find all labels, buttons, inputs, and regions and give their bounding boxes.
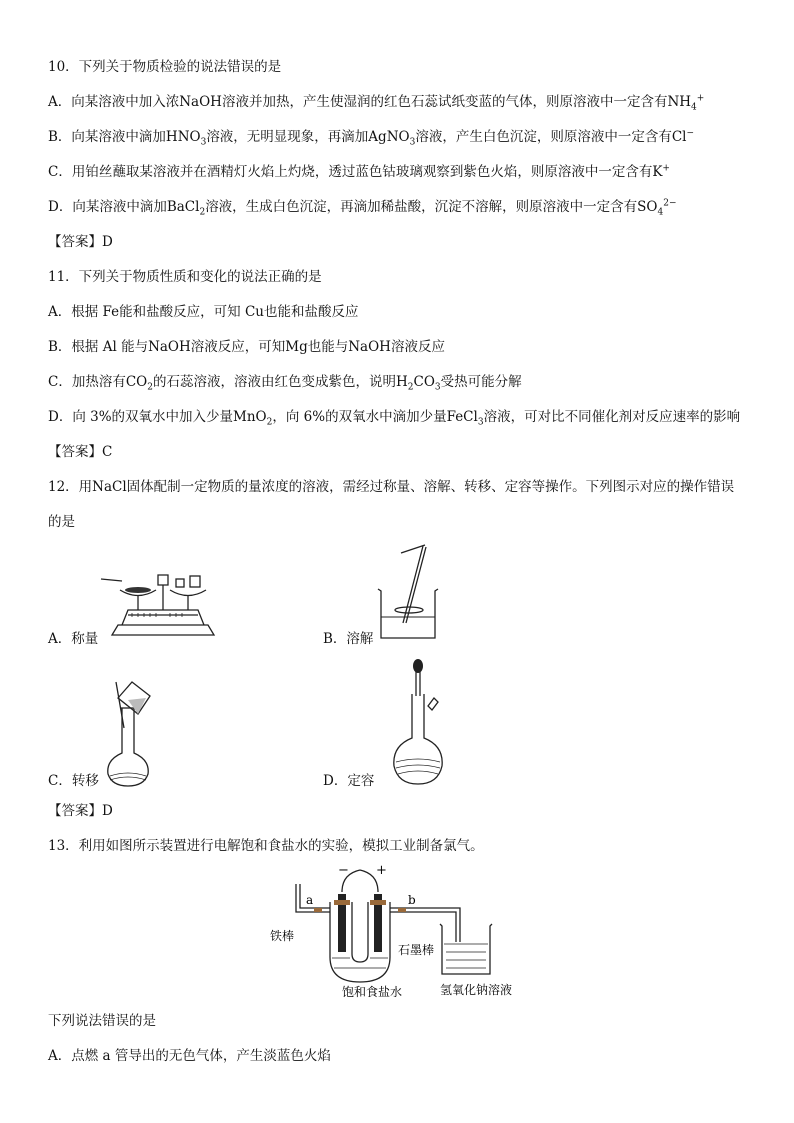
electrolysis-apparatus-figure xyxy=(270,862,540,1002)
q11-answer: 【答案】C xyxy=(48,444,113,460)
q11-stem: 11．下列关于物质性质和变化的说法正确的是 xyxy=(48,269,322,285)
q10-option-c: C．用铂丝蘸取某溶液并在酒精灯火焰上灼烧，透过蓝色钴玻璃观察到紫色火焰，则原溶液中一定含有K+ xyxy=(48,163,670,180)
brine-label: 饱和食盐水 xyxy=(342,985,403,999)
q10-option-b: B．向某溶液中滴加$HNO_3$溶液，无明显现象，再滴加AgNO$_3$溶液，产生白色沉淀，则原溶液中一定含有Cl− xyxy=(48,128,695,148)
q11-option-c: C．加热溶有$CO_2$的石蕊溶液，溶液由红色变成紫色，说明$H_2CO_3$受热可能分解 xyxy=(48,374,522,393)
q10-stem: 10．下列关于物质检验的说法错误的是 xyxy=(48,59,282,75)
q12-caption-d: D．定容 xyxy=(323,773,375,789)
q10-option-d: D．向某溶液中滴加BaCl$_2$溶液，生成白色沉淀，再滴加稀盐酸，沉淀不溶解，则原溶液中一定含有$SO_4^{2-}$ xyxy=(48,198,677,218)
naoh-solution-label: 氢氧化钠溶液 xyxy=(440,983,513,997)
balance-figure xyxy=(98,555,228,640)
q13-stem: 13．利用如图所示装置进行电解饱和食盐水的实验，模拟工业制备氯气。 xyxy=(48,838,484,854)
q13-option-a: A．点燃 a 管导出的无色气体，产生淡蓝色火焰 xyxy=(48,1048,331,1064)
q13-ask: 下列说法错误的是 xyxy=(48,1013,156,1029)
q11-option-b: B．根据 Al 能与NaOH溶液反应，可知Mg也能与NaOH溶液反应 xyxy=(48,339,445,355)
tube-b-label: b xyxy=(408,893,416,907)
dropper-flask-figure xyxy=(388,658,488,788)
q10-answer: 【答案】D xyxy=(48,234,113,250)
q12-caption-a: A．称量 xyxy=(48,631,99,647)
q12-caption-b: B．溶解 xyxy=(323,631,374,647)
q12-answer: 【答案】D xyxy=(48,803,113,819)
graphite-rod-label: 石墨棒 xyxy=(398,943,435,957)
q12-stem-line1: 12．用NaCl固体配制一定物质的量浓度的溶液，需经过称量、溶解、转移、定容等操作。下列图示对应的操作错误 xyxy=(48,479,735,495)
q11-option-d: D．向 3%的双氧水中加入少量MnO$_2$，向 6%的双氧水中滴加少量FeCl$_3$溶液，可对比不同催化剂对反应速率的影响 xyxy=(48,409,741,428)
iron-rod-label: 铁棒 xyxy=(270,929,295,943)
document-page xyxy=(48,0,758,1123)
anode-plus-label: + xyxy=(376,863,387,878)
cathode-minus-label: − xyxy=(338,863,349,878)
q10-option-a: A．向某溶液中加入浓NaOH溶液并加热，产生使湿润的红色石蕊试纸变蓝的气体，则原溶液中一定含有$NH_4^+$ xyxy=(48,93,705,113)
q11-option-a: A．根据 Fe能和盐酸反应，可知 Cu也能和盐酸反应 xyxy=(48,304,359,320)
beaker-rod-figure xyxy=(373,543,443,643)
transfer-figure xyxy=(98,678,158,788)
tube-a-label: a xyxy=(306,893,314,907)
q12-stem-line2: 的是 xyxy=(48,514,75,530)
q12-caption-c: C．转移 xyxy=(48,773,99,789)
